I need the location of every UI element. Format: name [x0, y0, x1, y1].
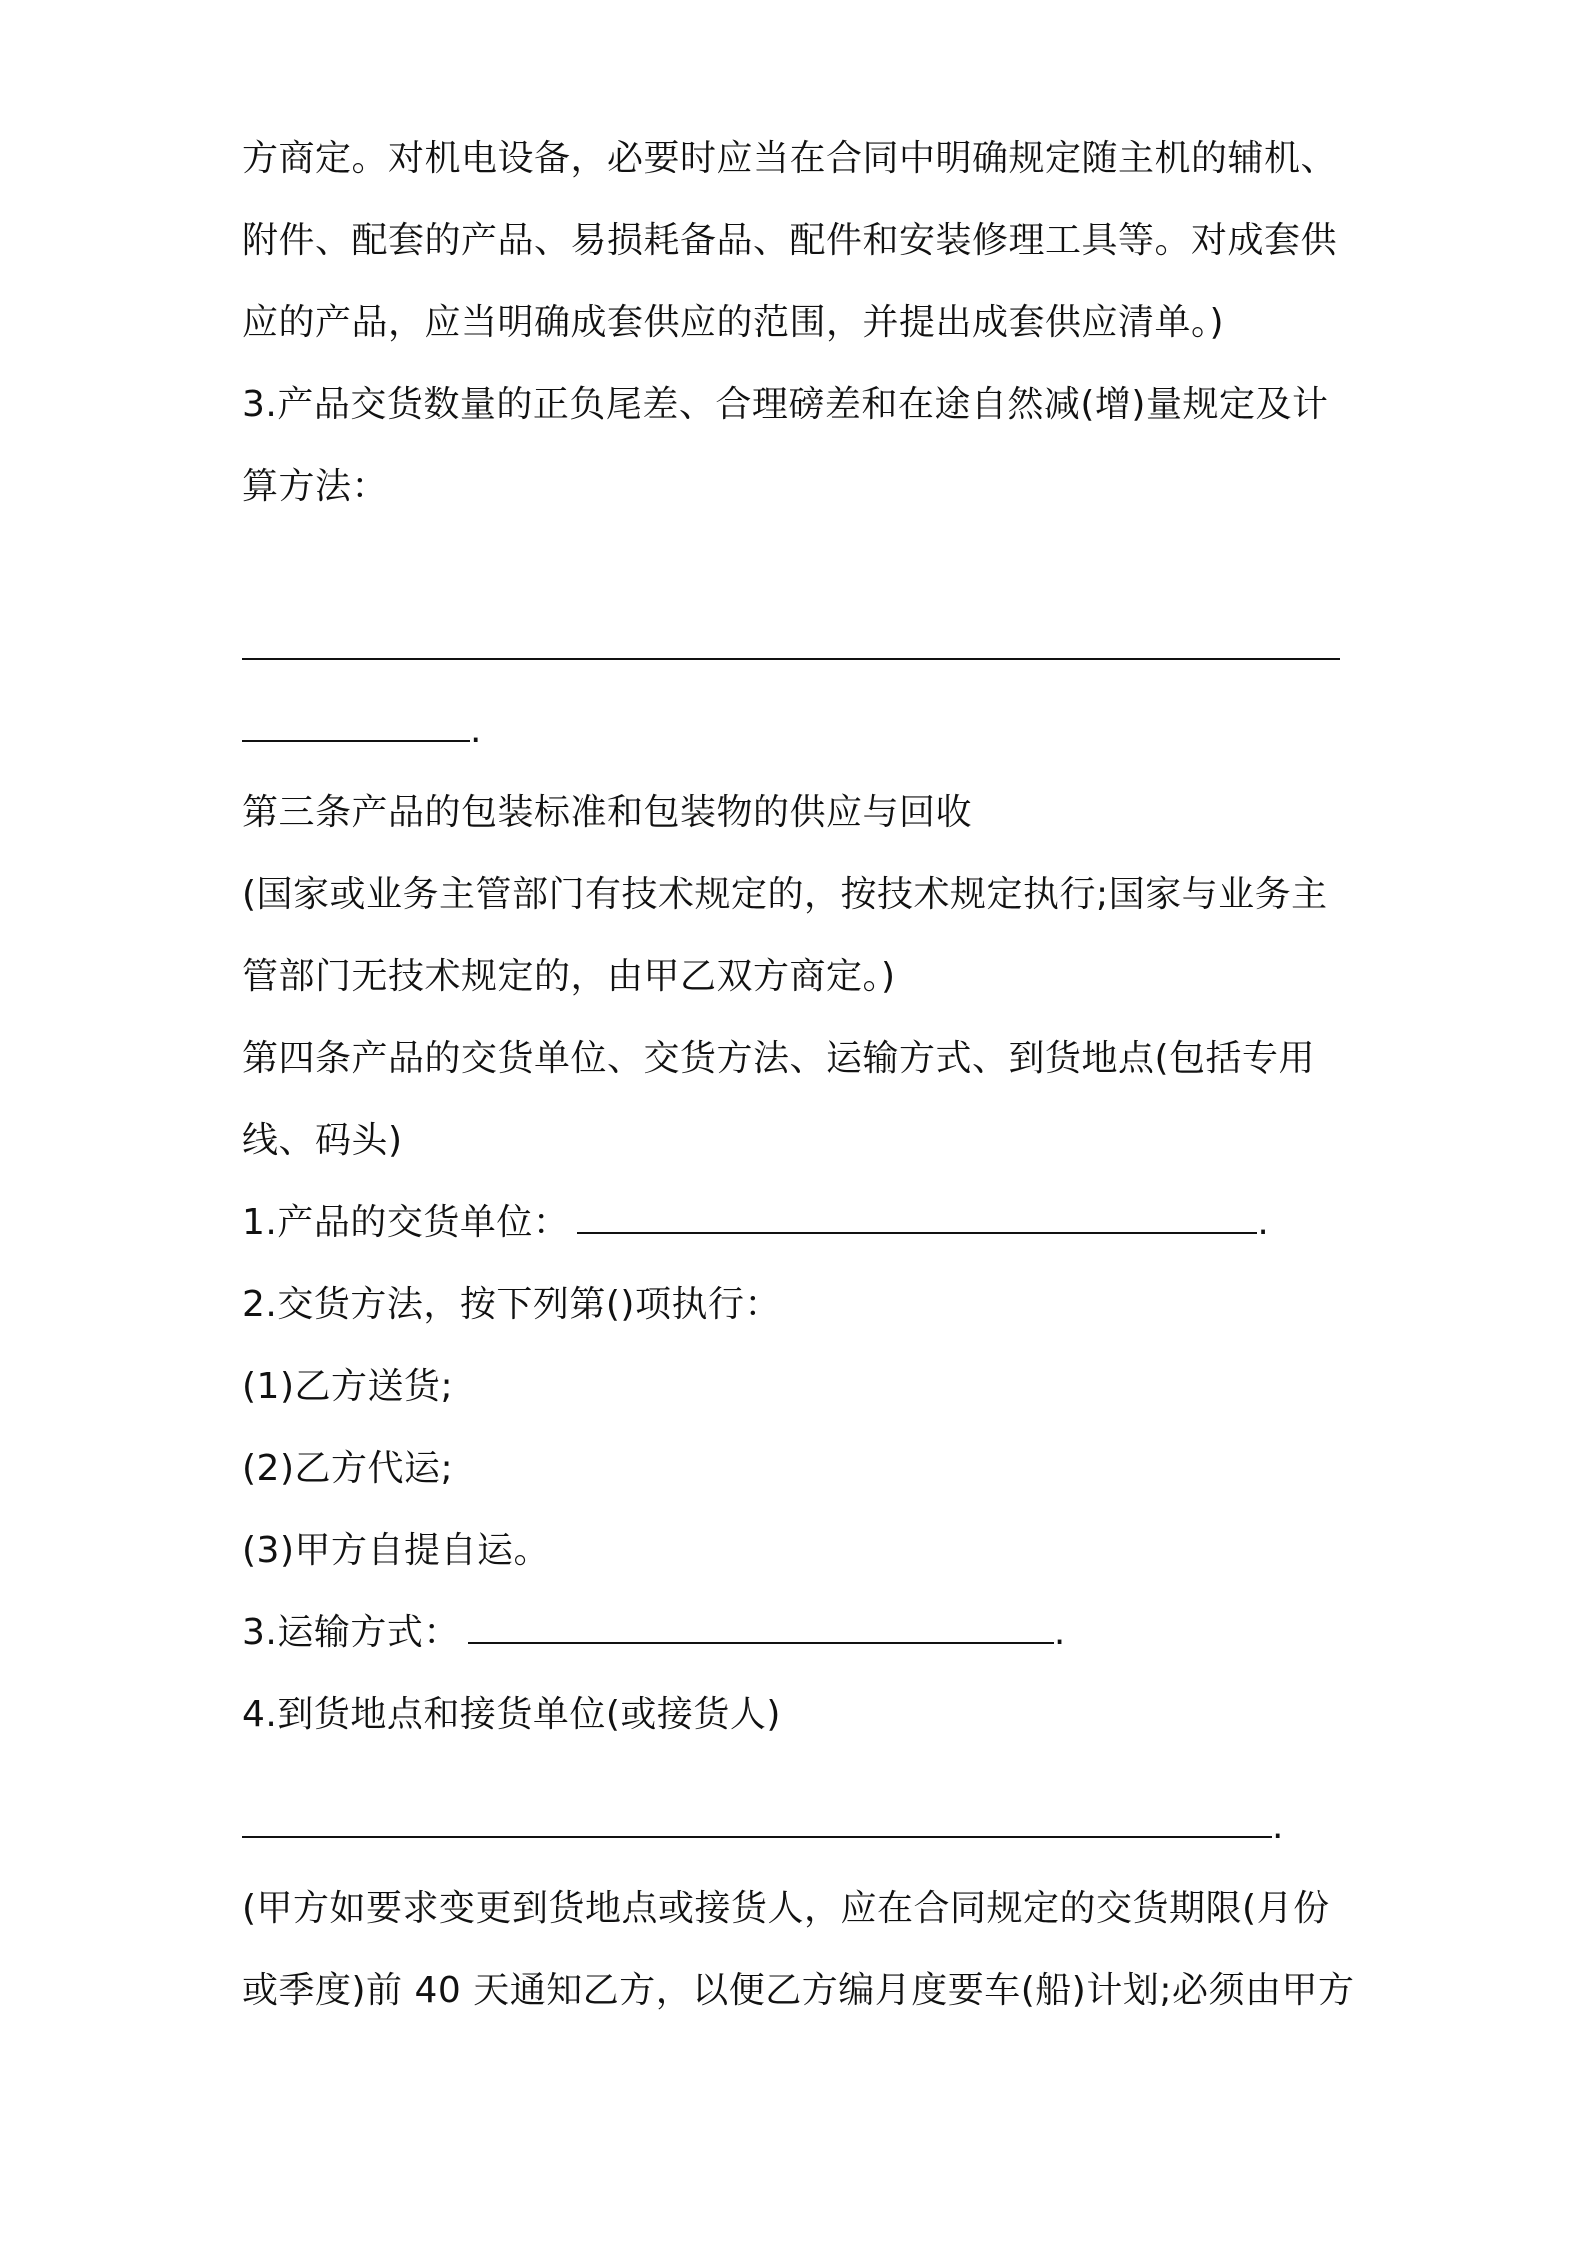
text-line: (甲方如要求变更到货地点或接货人，应在合同规定的交货期限(月份 [242, 1888, 1330, 1929]
text-line: 2.交货方法，按下列第()项执行： [242, 1284, 781, 1325]
text-line: 管部门无技术规定的，由甲乙双方商定。) [242, 956, 896, 997]
list-item: (2)乙方代运; [242, 1448, 454, 1489]
period: . [1257, 1202, 1270, 1243]
text-line: (国家或业务主管部门有技术规定的，按技术规定执行;国家与业务主 [242, 874, 1328, 915]
fill-in-blank-line [242, 706, 482, 756]
list-item: (1)乙方送货; [242, 1366, 454, 1407]
blank-underline [468, 1612, 1054, 1644]
period: . [1272, 1806, 1284, 1847]
fill-in-blank-line [242, 624, 1340, 674]
text-line: 应的产品，应当明确成套供应的范围，并提出成套供应清单。) [242, 302, 1225, 343]
fill-in-blank-line [242, 1802, 1284, 1852]
blank-underline [242, 628, 1340, 660]
delivery-unit-line [242, 1198, 1269, 1248]
text-line: 算方法： [242, 466, 389, 507]
text-line: 或季度)前 40 天通知乙方，以便乙方编月度要车(船)计划;必须由甲方 [242, 1970, 1355, 2011]
text-line: 4.到货地点和接货单位(或接货人) [242, 1694, 781, 1735]
blank-underline [242, 1806, 1272, 1838]
transport-method-line [242, 1608, 1066, 1658]
text-line: 附件、配套的产品、易损耗备品、配件和安装修理工具等。对成套供 [242, 220, 1338, 261]
period: . [1053, 1612, 1066, 1653]
transport-method-label: 3.运输方式： [242, 1612, 460, 1653]
text-line: 线、码头) [242, 1120, 403, 1161]
blank-underline [242, 710, 470, 742]
text-line: 方商定。对机电设备，必要时应当在合同中明确规定随主机的辅机、 [242, 138, 1338, 179]
list-item: (3)甲方自提自运。 [242, 1530, 550, 1571]
section-heading: 第四条产品的交货单位、交货方法、运输方式、到货地点(包括专用 [242, 1038, 1316, 1079]
period: . [470, 710, 482, 751]
blank-underline [577, 1202, 1257, 1234]
text-line: 3.产品交货数量的正负尾差、合理磅差和在途自然减(增)量规定及计 [242, 384, 1329, 425]
delivery-unit-label: 1.产品的交货单位： [242, 1202, 570, 1243]
section-heading: 第三条产品的包装标准和包装物的供应与回收 [242, 792, 973, 833]
